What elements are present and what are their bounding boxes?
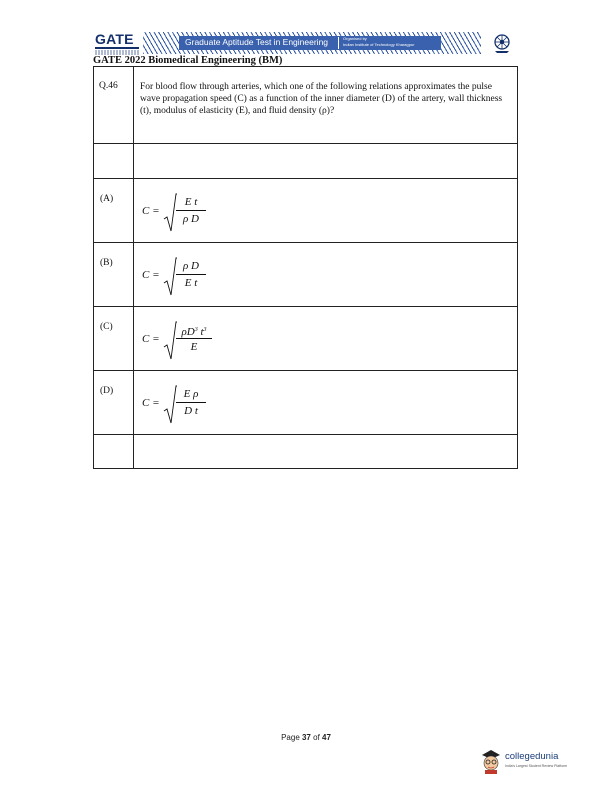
banner-divider: [338, 37, 339, 49]
option-label: (B): [94, 243, 134, 307]
exam-header: [93, 31, 521, 57]
page-total: 47: [322, 733, 331, 742]
numerator-exponent-2: 3: [203, 327, 207, 333]
formula-numerator: ρ D: [183, 260, 199, 272]
option-label: (D): [94, 371, 134, 435]
header-banner: [143, 32, 481, 54]
option-row: [94, 243, 518, 307]
blank-row: [94, 144, 518, 179]
option-cell: [134, 243, 518, 307]
collegedunia-name: collegedunia: [505, 751, 559, 762]
fraction-bar: [176, 210, 206, 211]
question-table: [93, 66, 518, 469]
formula-fraction: [174, 323, 214, 354]
paper-title: GATE 2022 Biomedical Engineering (BM): [93, 55, 283, 66]
formula-lhs-text: C =: [142, 397, 160, 409]
blank-cell: [94, 435, 134, 469]
blank-row: [94, 435, 518, 469]
option-formula: [142, 193, 517, 233]
blank-cell: [94, 144, 134, 179]
formula-numerator: [174, 323, 214, 337]
formula-lhs: [142, 397, 160, 409]
page-of: of: [310, 733, 323, 742]
formula-denominator: E t: [184, 277, 198, 289]
option-cell: [134, 371, 518, 435]
question-text: For blood flow through arteries, which one of the following relations approximates the pulse wave propagation speed (C) as a function of the inner diameter (D) of the artery, wall thickness (t), modulus of elasticity (E), and fluid density (ρ)?: [134, 67, 518, 144]
question-row: [94, 67, 518, 144]
option-formula: [142, 257, 517, 297]
formula-lhs-text: C =: [142, 333, 160, 345]
fraction-bar: [176, 402, 206, 403]
formula-lhs: [142, 333, 160, 345]
formula-fraction: [174, 387, 208, 418]
formula-denominator: ρ D: [183, 213, 199, 225]
gate-logo-text: GATE: [95, 31, 134, 47]
option-cell: [134, 179, 518, 243]
numerator-base-1: ρD: [181, 326, 195, 338]
formula-numerator: E t: [184, 196, 198, 208]
collegedunia-tagline: India's Largest Student Review Platform: [505, 764, 568, 768]
page-prefix: Page: [281, 733, 302, 742]
iit-emblem-icon: [491, 32, 513, 54]
mascot-icon: [480, 748, 502, 774]
organised-by-label: Organised by: [343, 36, 367, 41]
organiser-name: Indian Institute of Technology Kharagpur: [343, 42, 415, 47]
formula-denominator: D t: [184, 405, 198, 417]
blank-cell: [134, 144, 518, 179]
formula-lhs-text: C =: [142, 205, 160, 217]
question-number: Q.46: [94, 67, 134, 144]
numerator-exponent-1: 3: [194, 327, 198, 333]
option-formula: [142, 385, 517, 425]
formula-lhs-text: C =: [142, 269, 160, 281]
blank-cell: [134, 435, 518, 469]
numerator-base-2: t: [197, 326, 204, 338]
formula-fraction: [174, 195, 208, 226]
formula-numerator: E ρ: [183, 388, 199, 400]
formula-fraction: [174, 259, 208, 290]
gate-logo: [93, 31, 143, 57]
banner-title: Graduate Aptitude Test in Engineering: [185, 37, 329, 47]
option-label: (A): [94, 179, 134, 243]
page-current: 37: [301, 733, 311, 742]
option-label: (C): [94, 307, 134, 371]
option-formula: [142, 321, 517, 361]
collegedunia-watermark: [480, 748, 580, 774]
logo-underline: [95, 47, 139, 49]
formula-lhs: [142, 205, 160, 217]
option-row: [94, 179, 518, 243]
option-cell: [134, 307, 518, 371]
option-row: [94, 307, 518, 371]
fraction-bar: [176, 338, 212, 339]
page-footer: [0, 733, 612, 742]
formula-lhs: [142, 269, 160, 281]
formula-denominator: E: [190, 341, 198, 353]
fraction-bar: [176, 274, 206, 275]
option-row: [94, 371, 518, 435]
